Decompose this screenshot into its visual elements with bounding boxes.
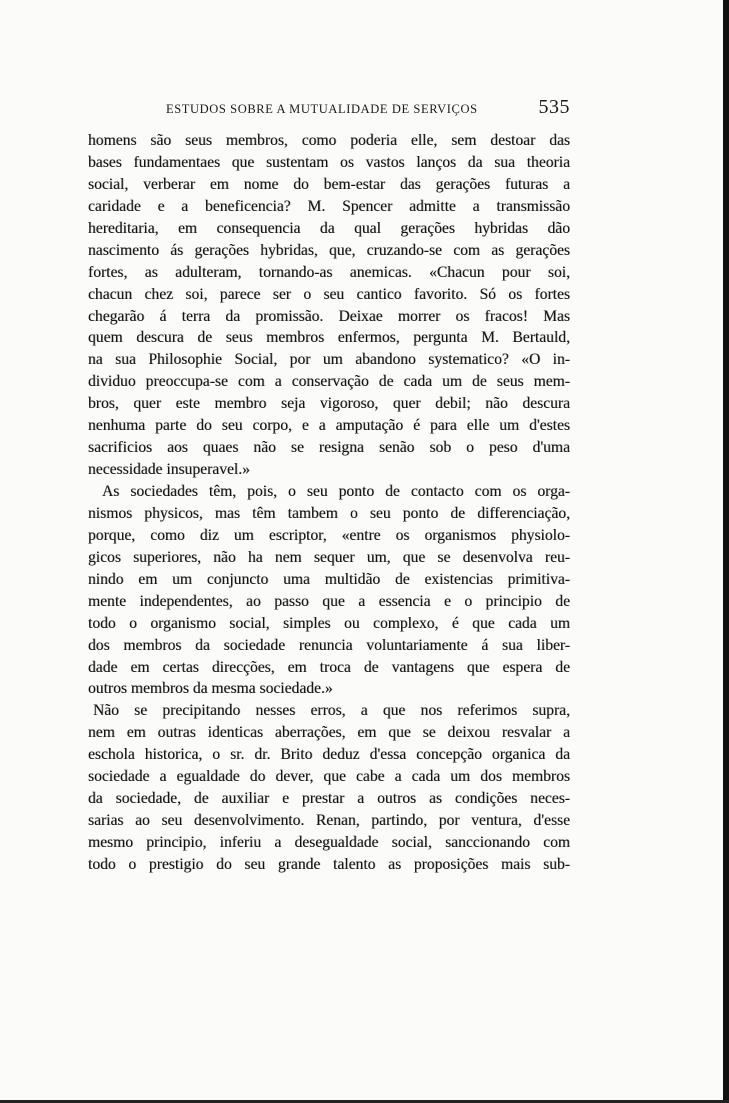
text-line: nem em outras identicas aberrações, em que se deixou resvalar a <box>88 724 570 742</box>
scan-border-right <box>723 0 729 1103</box>
text-line: gicos superiores, não ha nem sequer um, que se desenvolva reu- <box>88 548 570 566</box>
text-line: social, verberar em nome do bem-estar das gerações futuras a <box>88 175 570 193</box>
text-line: porque, como diz um escriptor, «entre os organismos physiolo- <box>88 526 570 544</box>
running-head <box>90 96 570 120</box>
text-line: quem descura de seus membros enfermos, pergunta M. Bertauld, <box>88 329 570 347</box>
text-line: dividuo preoccupa-se com a conservação de cada um de seus mem- <box>88 373 570 391</box>
text-line: caridade e a beneficencia? M. Spencer admitte a transmissão <box>88 197 570 215</box>
text-line: dade em certas direcções, em troca de vantagens que espera de <box>88 658 570 676</box>
text-line: chegarão á terra da promissão. Deixae morrer os fracos! Mas <box>88 307 570 325</box>
page-number: 535 <box>538 96 570 118</box>
text-line: dos membros da sociedade renuncia voluntariamente á sua liber- <box>88 636 570 654</box>
text-line: nindo em um conjuncto uma multidão de existencias primitiva- <box>88 570 570 588</box>
text-line: nismos physicos, mas têm tambem o seu ponto de differenciação, <box>88 504 570 522</box>
paragraph-start-line: As sociedades têm, pois, o seu ponto de contacto com os orga- <box>102 483 570 500</box>
paragraph-start-line: Não se precipitando nesses erros, a que nos referimos supra, <box>93 702 570 720</box>
text-line: todo o prestigio do seu grande talento as proposições mais sub- <box>88 855 570 873</box>
text-line: sociedade a egualdade do dever, que cabe a cada um dos membros <box>88 768 570 786</box>
text-line: nascimento ás gerações hybridas, que, cruzando-se com as gerações <box>88 241 570 259</box>
text-line: mente independentes, ao passo que a essencia e o principio de <box>88 592 570 610</box>
text-line: da sociedade, de auxiliar e prestar a outros as condições neces- <box>88 790 570 808</box>
text-line: chacun chez soi, parece ser o seu cantico favorito. Só os fortes <box>88 285 570 303</box>
text-line: nenhuma parte do seu corpo, e a amputação é para elle um d'estes <box>88 417 570 435</box>
paragraph-end-line: outros membros da mesma sociedade.» <box>88 680 333 698</box>
text-line: mesmo principio, inferiu a desegualdade social, sanccionando com <box>88 834 570 851</box>
text-line: fortes, as adulteram, tornando-as anemicas. «Chacun pour soi, <box>88 263 570 281</box>
text-line: todo o organismo social, simples ou complexo, é que cada um <box>88 614 570 632</box>
body-text <box>88 130 570 876</box>
text-line: na sua Philosophie Social, por um abandono systematico? «O in- <box>88 351 570 369</box>
paragraph-end-line: necessidade insuperavel.» <box>88 461 250 479</box>
text-line: sarias ao seu desenvolvimento. Renan, partindo, por ventura, d'esse <box>88 812 570 830</box>
text-line: hereditaria, em consequencia da qual gerações hybridas dão <box>88 219 570 237</box>
text-line: bros, quer este membro seja vigoroso, quer debil; não descura <box>88 395 570 413</box>
text-line: eschola historica, o sr. dr. Brito deduz d'essa concepção organica da <box>88 746 570 764</box>
text-line: homens são seus membros, como poderia elle, sem destoar das <box>88 132 570 149</box>
text-line: bases fundamentaes que sustentam os vastos lanços da sua theoria <box>88 153 570 171</box>
text-line: sacrificios aos quaes não se resigna senão sob o peso d'uma <box>88 439 570 457</box>
running-head-title: ESTUDOS SOBRE A MUTUALIDADE DE SERVIÇOS <box>166 102 478 116</box>
